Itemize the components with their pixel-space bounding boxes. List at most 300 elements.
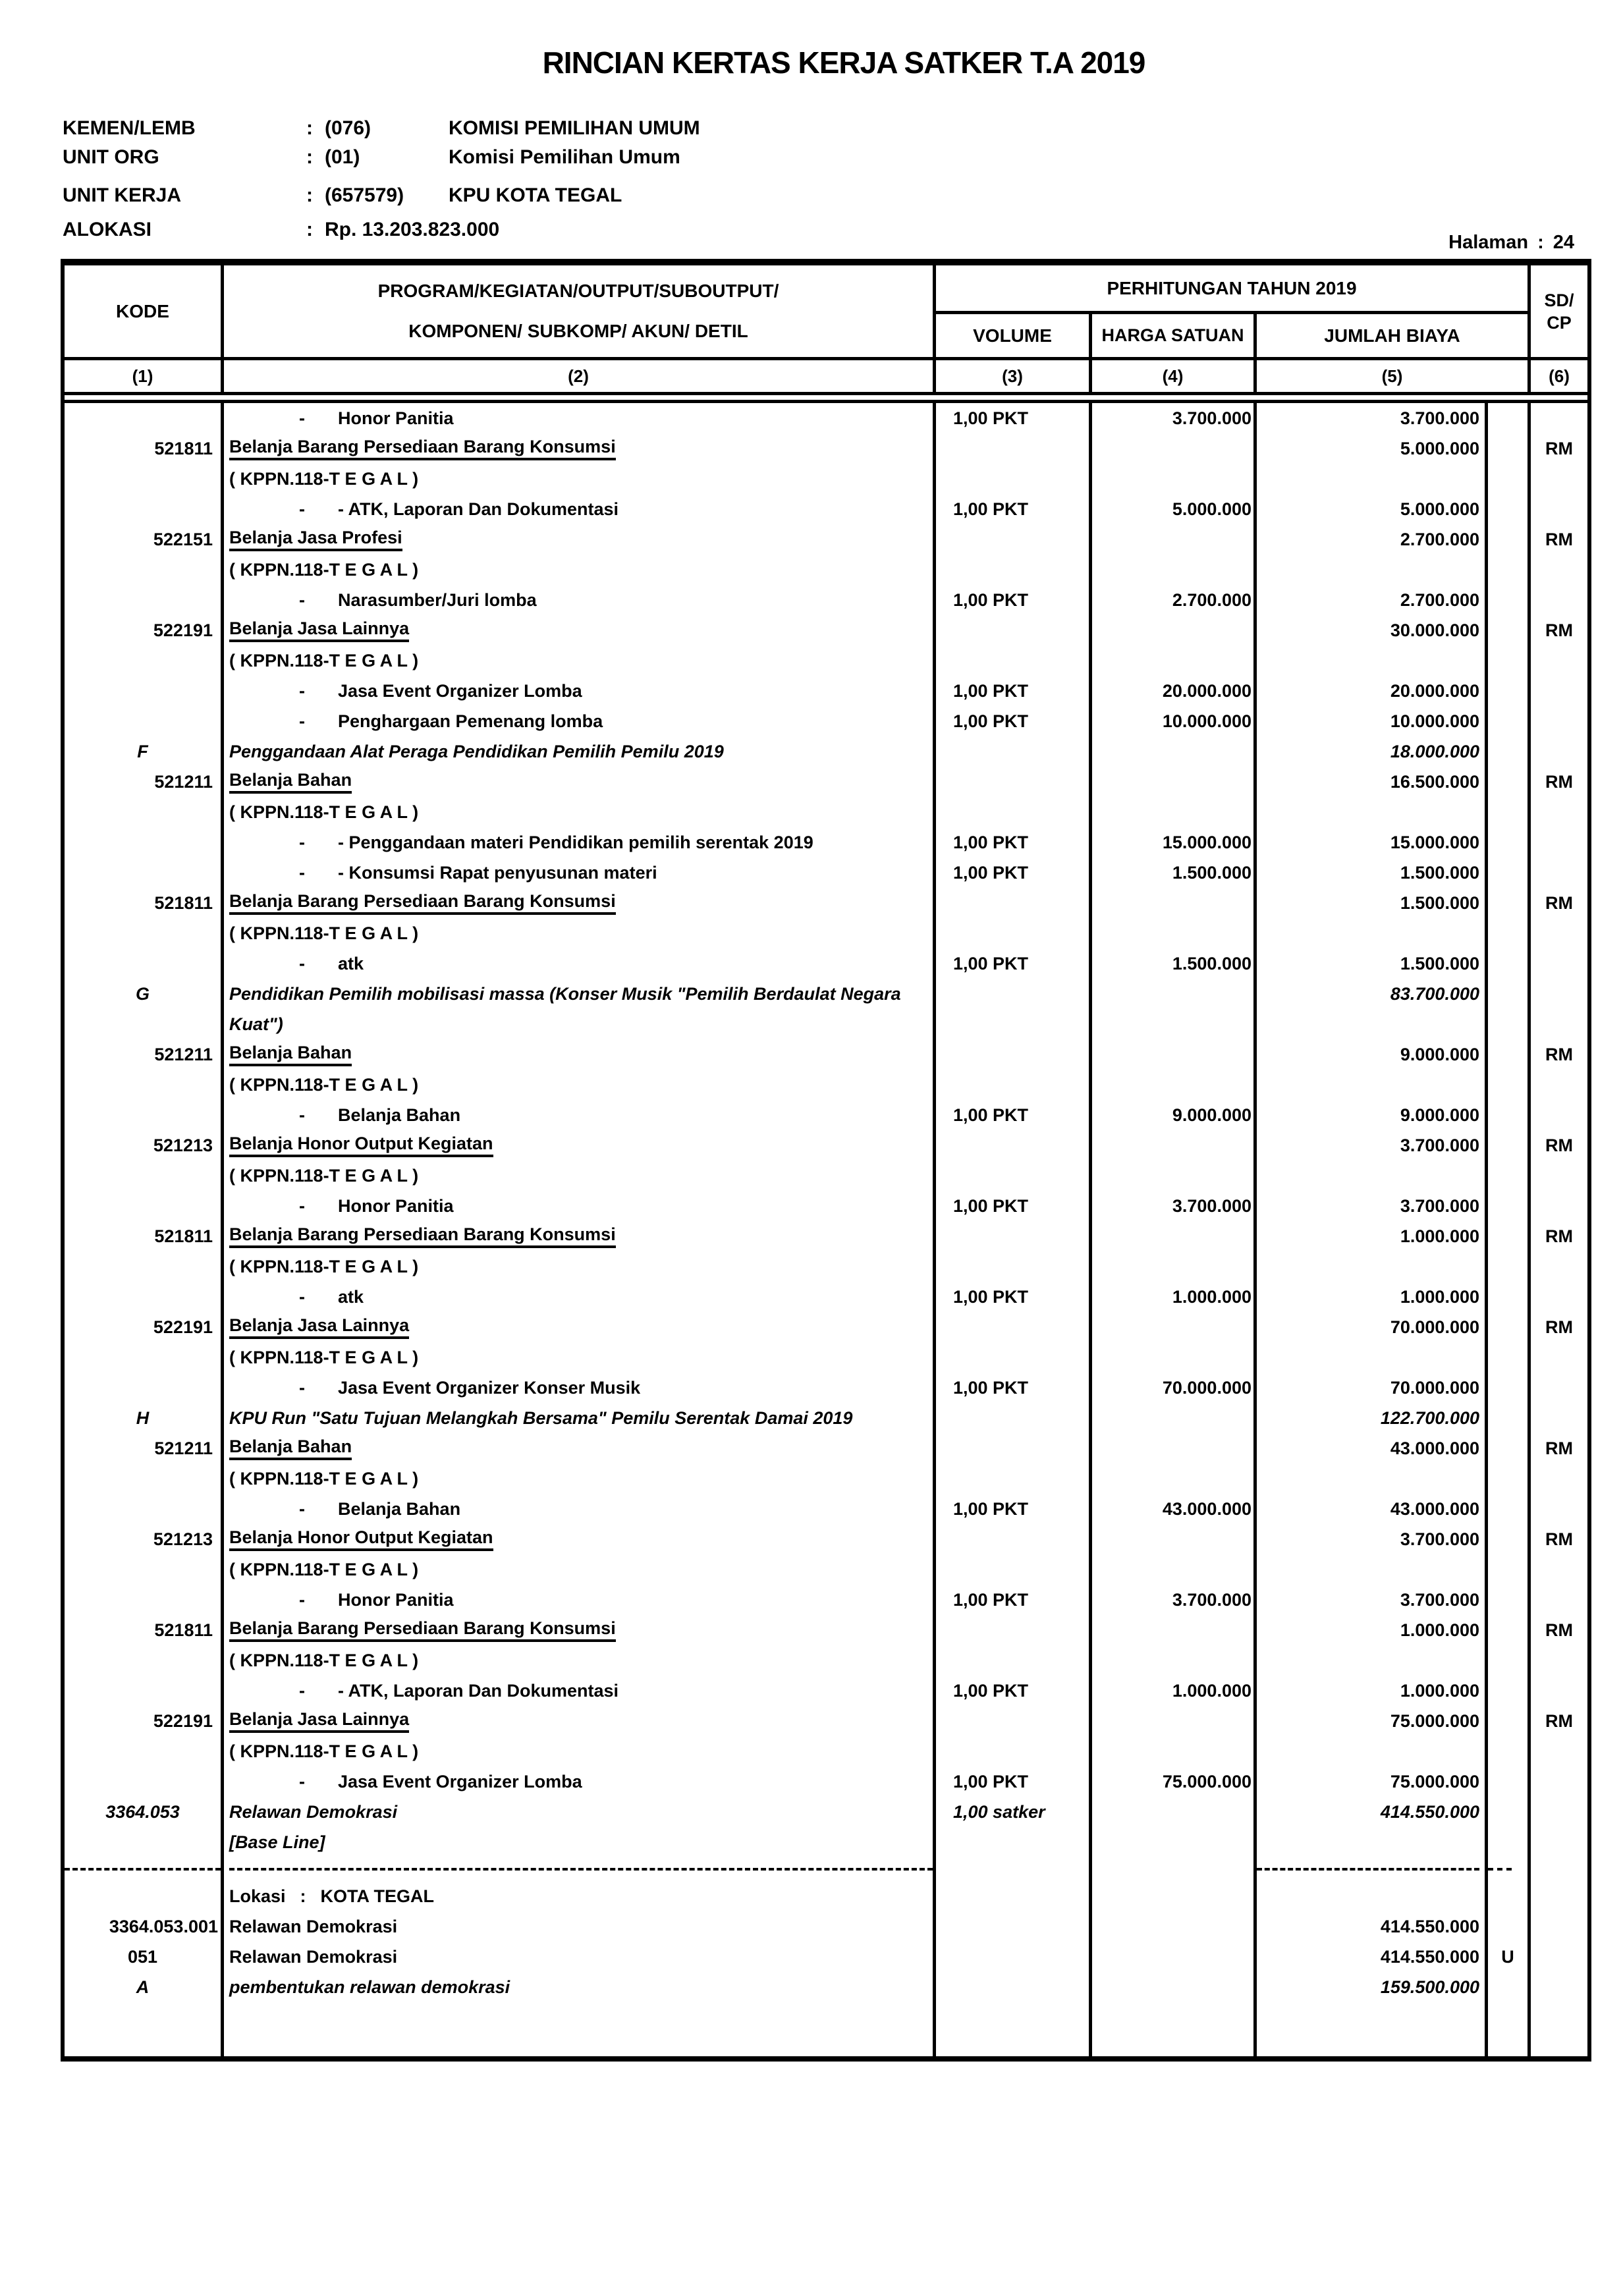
unit-price-cell [1092,1039,1257,1070]
unit-price-value: 75.000.000 [1162,1771,1252,1791]
funding-source-cell [1531,827,1587,858]
volume-cell [936,403,1092,433]
gutter-cell [1488,1342,1531,1373]
kode-cell [65,888,224,918]
funding-source-cell [1531,1942,1587,1972]
detail-text: Honor Panitia [338,1195,454,1216]
kode-cell [65,645,224,676]
gutter-cell [1488,1645,1531,1676]
detail-bullet: - [299,680,305,701]
gutter-cell [1488,433,1531,464]
amount-cell [1257,1373,1488,1403]
volume-cell [936,2002,1092,2056]
detail-text: Narasumber/Juri lomba [338,589,537,610]
gutter-cell [1488,1433,1531,1463]
komponen-title: KPU Run "Satu Tujuan Melangkah Bersama" Pemilu Serentak Damai 2019 [229,1408,853,1428]
volume-cell [936,1373,1092,1403]
amount-value: 2.700.000 [1400,589,1479,610]
output-title-line2: [Base Line] [229,1832,325,1852]
kode-cell [65,767,224,797]
description-cell [224,1039,936,1070]
amount-value: 1.500.000 [1400,862,1479,883]
amount-value: 122.700.000 [1380,1408,1479,1428]
unit-price-cell [1092,1554,1257,1585]
amount-cell [1257,1706,1488,1736]
volume-cell [936,1161,1092,1191]
amount-value: 15.000.000 [1390,832,1479,852]
volume-cell [936,827,1092,858]
amount-cell [1257,433,1488,464]
description-cell [224,494,936,524]
header-harga-satuan: HARGA SATUAN [1092,314,1257,357]
description-cell [224,1373,936,1403]
description-cell [224,1161,936,1191]
amount-cell [1257,1676,1488,1706]
meta-colon: : [306,117,313,139]
unit-price-cell [1092,1251,1257,1282]
volume-cell [936,1403,1092,1433]
gutter-cell [1488,736,1531,767]
description-cell [224,1676,936,1706]
volume-cell [936,1585,1092,1615]
kode-value: 522191 [153,1710,213,1731]
volume-cell [936,615,1092,645]
akun-title: Belanja Honor Output Kegiatan [229,1527,493,1551]
volume-cell [936,1039,1092,1070]
amount-cell [1257,524,1488,555]
funding-source-cell [1531,1554,1587,1585]
amount-cell [1257,1554,1488,1585]
funding-source-cell [1531,1736,1587,1766]
kode-cell [65,948,224,979]
amount-cell [1257,403,1488,433]
amount-cell [1257,1251,1488,1282]
funding-source-cell [1531,1857,1587,1881]
funding-source-cell [1531,615,1587,645]
akun-title: Belanja Jasa Lainnya [229,1709,409,1733]
description-cell [224,1797,936,1857]
amount-cell [1257,1881,1488,1911]
amount-cell [1257,1342,1488,1373]
unit-price-cell [1092,555,1257,585]
unit-price-cell [1092,1706,1257,1736]
description-cell [224,615,936,645]
kppn-label: ( KPPN.118-T E G A L ) [229,1347,419,1367]
gutter-cell [1488,979,1531,1039]
volume-cell [936,1191,1092,1221]
description-cell [224,403,936,433]
gutter-cell [1488,858,1531,888]
page-number-value: 24 [1553,232,1574,253]
unit-price-value: 1.000.000 [1172,1680,1252,1701]
gutter-cell [1488,706,1531,736]
funding-source-value: RM [1545,438,1573,458]
table-row [65,1766,1587,1797]
kode-cell [65,433,224,464]
kode-cell [65,1221,224,1251]
funding-source-value: RM [1545,1317,1573,1337]
amount-value: 3.700.000 [1400,408,1479,428]
unit-price-cell [1092,1494,1257,1524]
volume-value: 1,00 PKT [953,862,1029,883]
gutter-cell [1488,524,1531,555]
unit-price-cell [1092,1585,1257,1615]
unit-price-cell [1092,1373,1257,1403]
separator-dash [1488,1868,1512,1871]
description-cell [224,827,936,858]
kode-cell [65,706,224,736]
detail-bullet: - [299,1498,305,1519]
gutter-cell [1488,1403,1531,1433]
kode-cell [65,1070,224,1100]
separator-dash [1257,1868,1479,1871]
unit-price-cell [1092,1766,1257,1797]
funding-source-cell [1531,1463,1587,1494]
volume-cell [936,948,1092,979]
unit-price-value: 10.000.000 [1162,711,1252,731]
description-cell [224,1706,936,1736]
volume-cell [936,918,1092,948]
unit-price-cell [1092,1524,1257,1554]
page-number-separator: : [1537,232,1544,253]
table-row [65,1554,1587,1585]
unit-price-value: 1.500.000 [1172,862,1252,883]
description-cell [224,1433,936,1463]
volume-cell [936,1972,1092,2002]
detail-bullet: - [299,1105,305,1125]
amount-cell [1257,948,1488,979]
page-number [1448,232,1574,254]
output-title [229,1797,397,1857]
volume-cell [936,1645,1092,1676]
amount-value: 414.550.000 [1380,1916,1479,1936]
kode-cell [65,1373,224,1403]
kode-cell [65,1736,224,1766]
akun-title: Belanja Bahan [229,1436,352,1460]
description-cell [224,524,936,555]
description-cell [224,706,936,736]
table-row [65,858,1587,888]
amount-value: 5.000.000 [1400,438,1479,458]
funding-source-cell [1531,1312,1587,1342]
kode-value: 521211 [154,771,213,792]
unit-price-cell [1092,1942,1257,1972]
amount-value: 2.700.000 [1400,529,1479,549]
amount-value: 159.500.000 [1380,1977,1479,1997]
unit-price-cell [1092,827,1257,858]
table-row [65,676,1587,706]
table-row [65,1797,1587,1857]
funding-source-cell [1531,1191,1587,1221]
gutter-cell [1488,1494,1531,1524]
amount-value: 83.700.000 [1390,984,1479,1004]
amount-cell [1257,1797,1488,1857]
description-cell [224,676,936,706]
detail-text: Honor Panitia [338,1589,454,1610]
funding-source-cell [1531,1676,1587,1706]
volume-cell [936,858,1092,888]
volume-value: 1,00 PKT [953,1498,1029,1519]
volume-cell [936,1524,1092,1554]
kode-value: 521811 [154,438,213,458]
detail-text: Belanja Bahan [338,1498,461,1519]
amount-value: 3.700.000 [1400,1589,1479,1610]
kode-value: 051 [127,1946,158,1967]
description-cell [224,1342,936,1373]
description-cell [224,1972,936,2002]
table-row [65,1706,1587,1736]
header-colnum-2: (2) [224,357,936,392]
volume-cell [936,1857,1092,1881]
kode-cell [65,1554,224,1585]
volume-value: 1,00 PKT [953,589,1029,610]
funding-source-cell [1531,1342,1587,1373]
kode-value: 521811 [154,892,213,913]
akun-title: Belanja Jasa Lainnya [229,1315,409,1339]
unit-price-value: 3.700.000 [1172,408,1252,428]
gutter-cell [1488,1911,1531,1942]
volume-value: 1,00 PKT [953,680,1029,701]
unit-price-cell [1092,706,1257,736]
amount-cell [1257,1191,1488,1221]
volume-cell [936,645,1092,676]
amount-cell [1257,736,1488,767]
amount-cell [1257,555,1488,585]
kode-cell [65,858,224,888]
description-cell [224,1251,936,1282]
detail-text: - Konsumsi Rapat penyusunan materi [338,862,657,883]
amount-cell [1257,706,1488,736]
amount-cell [1257,1130,1488,1161]
header-perhitungan: PERHITUNGAN TAHUN 2019 [936,265,1531,314]
akun-title: Belanja Bahan [229,1043,352,1066]
unit-price-cell [1092,676,1257,706]
header-program-line2: KOMPONEN/ SUBKOMP/ AKUN/ DETIL [408,321,748,342]
unit-price-cell [1092,1797,1257,1857]
detail-text: Honor Panitia [338,408,454,428]
gutter-cell [1488,1312,1531,1342]
volume-value: 1,00 PKT [953,953,1029,973]
gutter-cell [1488,1039,1531,1070]
description-cell [224,1736,936,1766]
funding-source-cell [1531,1645,1587,1676]
funding-source-cell [1531,1403,1587,1433]
kppn-label: ( KPPN.118-T E G A L ) [229,1741,419,1761]
volume-cell [936,524,1092,555]
table-row [65,736,1587,767]
kode-cell [65,918,224,948]
gutter-cell [1488,1130,1531,1161]
kode-cell [65,1433,224,1463]
unit-price-cell [1092,1615,1257,1645]
description-cell [224,979,936,1039]
amount-cell [1257,979,1488,1039]
funding-source-cell [1531,706,1587,736]
kode-value: 522191 [153,1317,213,1337]
table-row [65,1282,1587,1312]
kode-cell [65,1645,224,1676]
table-row [65,645,1587,676]
funding-source-value: RM [1545,1044,1573,1064]
gutter-cell [1488,615,1531,645]
kppn-label: ( KPPN.118-T E G A L ) [229,1074,419,1095]
description-cell [224,1942,936,1972]
header-sdcp-line2: CP [1547,312,1572,333]
akun-title: Belanja Jasa Profesi [229,528,402,551]
funding-source-cell [1531,1881,1587,1911]
table-row [65,979,1587,1039]
detail-bullet: - [299,832,305,852]
funding-source-cell [1531,979,1587,1039]
detail-text: - ATK, Laporan Dan Dokumentasi [338,499,619,519]
amount-cell [1257,615,1488,645]
kode-cell [65,797,224,827]
table-row [65,1676,1587,1706]
komponen-title: pembentukan relawan demokrasi [229,1977,510,1997]
volume-cell [936,1282,1092,1312]
table-row [65,1585,1587,1615]
amount-cell [1257,494,1488,524]
gutter-cell [1488,1585,1531,1615]
unit-price-cell [1092,797,1257,827]
kode-cell [65,1585,224,1615]
komponen-title [229,979,901,1039]
table-row [65,948,1587,979]
kode-cell [65,1161,224,1191]
detail-bullet: - [299,1771,305,1791]
gutter-cell [1488,827,1531,858]
description-cell [224,464,936,494]
table-row [65,888,1587,918]
separator-dash [65,1868,221,1871]
description-cell [224,1554,936,1585]
amount-cell [1257,858,1488,888]
amount-value: 414.550.000 [1380,1946,1479,1967]
unit-price-cell [1092,736,1257,767]
funding-source-cell [1531,645,1587,676]
description-cell [224,1191,936,1221]
kode-cell [65,615,224,645]
unit-price-cell [1092,1221,1257,1251]
header-sdcp-line1: SD/ [1544,290,1574,310]
volume-value: 1,00 PKT [953,832,1029,852]
table-row [65,1881,1587,1911]
description-cell [224,797,936,827]
meta-code: (076) [325,117,371,139]
suboutput-title: Relawan Demokrasi [229,1916,398,1936]
volume-value: 1,00 PKT [953,1377,1029,1398]
unit-price-cell [1092,1736,1257,1766]
kppn-label: ( KPPN.118-T E G A L ) [229,559,419,580]
unit-price-cell [1092,979,1257,1039]
meta-value: KPU KOTA TEGAL [449,184,622,206]
funding-source-value: RM [1545,771,1573,792]
volume-cell [936,1433,1092,1463]
header-volume: VOLUME [936,314,1092,357]
gutter-cell [1488,1221,1531,1251]
gutter-cell [1488,948,1531,979]
volume-cell [936,1554,1092,1585]
gutter-cell [1488,1676,1531,1706]
unit-price-cell [1092,767,1257,797]
funding-source-cell [1531,1706,1587,1736]
detail-bullet: - [299,1195,305,1216]
funding-source-cell [1531,2002,1587,2056]
volume-value: 1,00 PKT [953,1105,1029,1125]
gutter-cell [1488,555,1531,585]
table-row [65,706,1587,736]
volume-cell [936,1766,1092,1797]
unit-price-cell [1092,1100,1257,1130]
funding-source-cell [1531,1251,1587,1282]
volume-cell [936,888,1092,918]
amount-value: 3.700.000 [1400,1529,1479,1549]
table-row [65,555,1587,585]
table-row [65,1942,1587,1972]
detail-bullet: - [299,862,305,883]
kppn-label: ( KPPN.118-T E G A L ) [229,1650,419,1670]
table-row [65,797,1587,827]
kode-cell [65,736,224,767]
gutter-cell [1488,1797,1531,1857]
kode-value: 521211 [154,1044,213,1064]
funding-source-cell [1531,676,1587,706]
kode-cell [65,1130,224,1161]
page-title: RINCIAN KERTAS KERJA SATKER T.A 2019 [542,45,1145,80]
amount-value: 1.500.000 [1400,892,1479,913]
detail-text: atk [338,1286,364,1307]
volume-cell [936,1942,1092,1972]
header-kode: KODE [65,265,224,357]
amount-value: 70.000.000 [1390,1317,1479,1337]
amount-value: 43.000.000 [1390,1438,1479,1458]
description-cell [224,2002,936,2056]
amount-cell [1257,1766,1488,1797]
description-cell [224,1585,936,1615]
detail-bullet: - [299,1286,305,1307]
kode-cell [65,1942,224,1972]
amount-cell [1257,1221,1488,1251]
table-row [65,1433,1587,1463]
table-row [65,1221,1587,1251]
meta-label: UNIT ORG [63,146,159,168]
volume-cell [936,1736,1092,1766]
description-cell [224,1494,936,1524]
detail-bullet: - [299,1680,305,1701]
volume-cell [936,494,1092,524]
unit-price-cell [1092,615,1257,645]
meta-label: KEMEN/LEMB [63,117,196,139]
gutter-cell [1488,1766,1531,1797]
header-colnum-4: (4) [1092,357,1257,392]
amount-value: 9.000.000 [1400,1044,1479,1064]
kode-value: 521811 [154,1620,213,1640]
unit-price-cell [1092,918,1257,948]
table-row [65,1463,1587,1494]
gutter-cell [1488,1881,1531,1911]
gutter-cell [1488,1615,1531,1645]
amount-value: 75.000.000 [1390,1710,1479,1731]
unit-price-value: 70.000.000 [1162,1377,1252,1398]
volume-cell [936,736,1092,767]
detail-text: atk [338,953,364,973]
unit-price-value: 5.000.000 [1172,499,1252,519]
description-cell [224,585,936,615]
table-row [65,585,1587,615]
description-cell [224,1857,936,1881]
table-row [65,1130,1587,1161]
unit-price-cell [1092,888,1257,918]
